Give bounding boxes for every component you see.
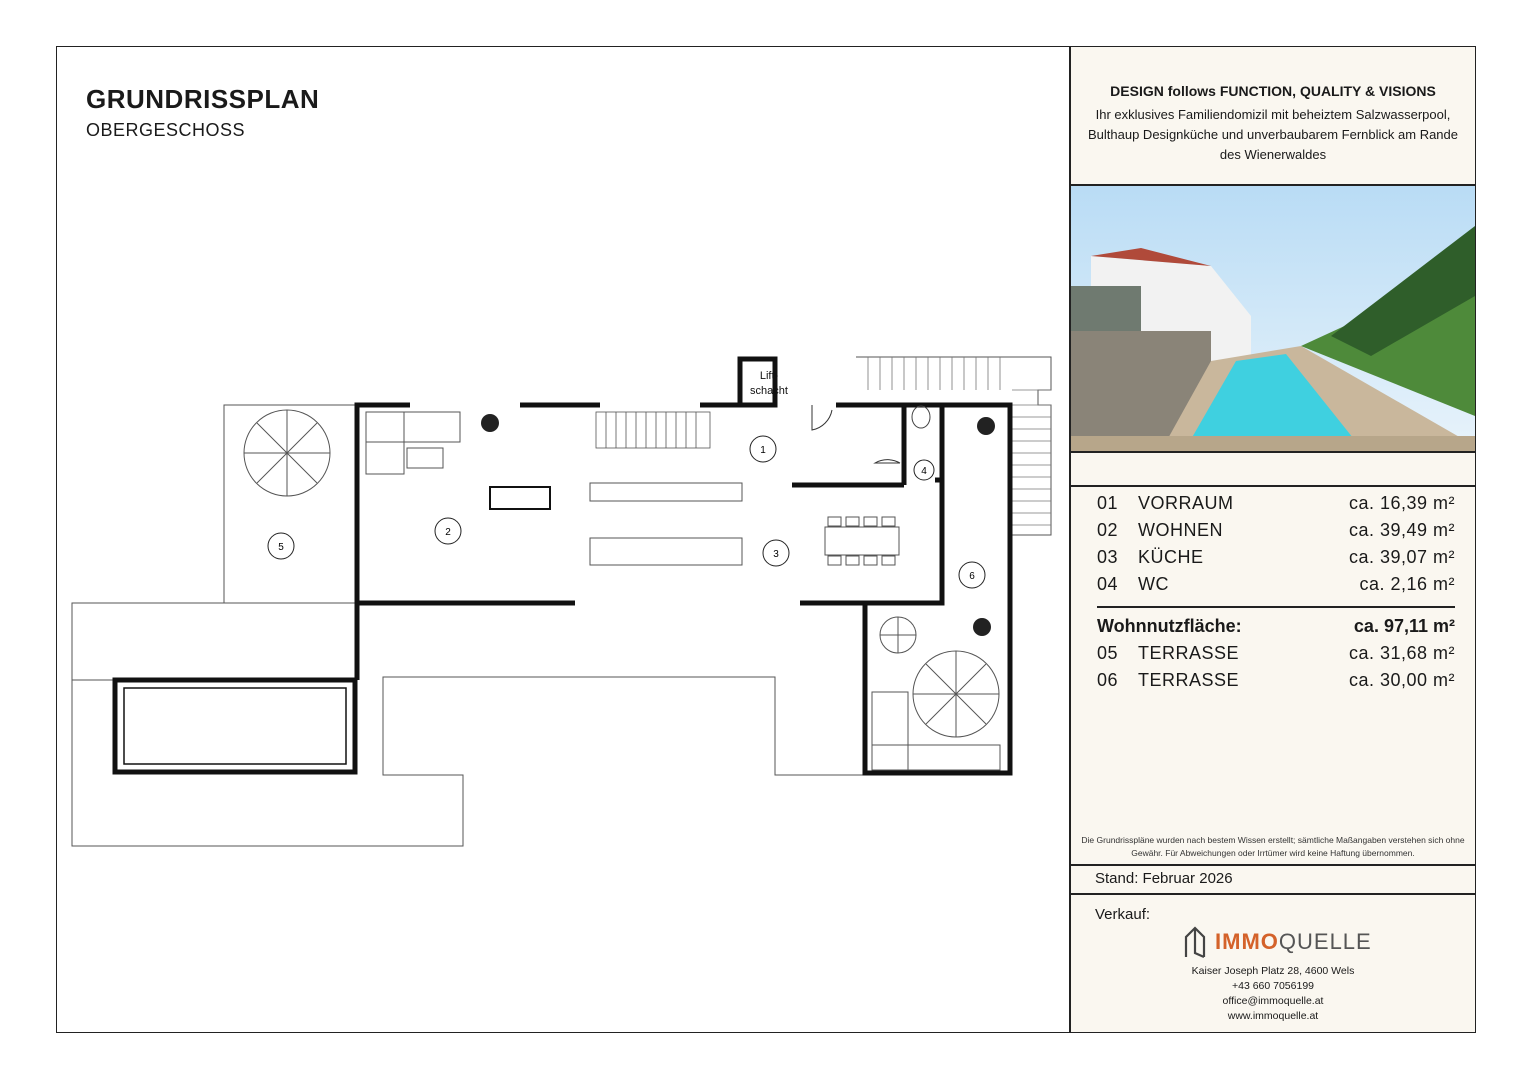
phone: +43 660 7056199: [1231, 980, 1315, 992]
room-number-5: 5: [278, 542, 284, 553]
website-link[interactable]: www.immoquelle.at: [1227, 1010, 1319, 1022]
terrace-row: 06 TERRASSE ca. 30,00 m²: [1097, 670, 1455, 690]
page-title: GRUNDRISSPLAN: [86, 84, 320, 114]
verkauf-label: Verkauf:: [1095, 906, 1151, 923]
info-panel: [1071, 47, 1475, 1032]
disclaimer: Die Grundrisspläne wurden nach bestem Wissen erstellt; sämtliche Maßangaben verstehen sich ohne Gewähr. Für Abweichungen oder Irrtümer wird keine Haftung übernommen.: [1081, 835, 1465, 858]
terrace-row: 05 TERRASSE ca. 31,68 m²: [1097, 643, 1455, 663]
immoquelle-logo: IMMOQUELLE: [1183, 925, 1373, 959]
floor-plan: [60, 350, 1060, 850]
page-subtitle: OBERGESCHOSS: [86, 120, 246, 140]
room-number-4: 4: [921, 466, 927, 477]
total-living-area: Wohnnutzfläche: ca. 97,11 m²: [1097, 616, 1455, 636]
lift-label-1: Lift-: [759, 370, 779, 382]
area-row: 02 WOHNEN ca. 39,49 m²: [1097, 520, 1455, 540]
room-number-2: 2: [445, 527, 451, 538]
address: Kaiser Joseph Platz 28, 4600 Wels: [1191, 965, 1355, 977]
contact-info: [1071, 964, 1475, 1024]
lift-label-2: schacht: [750, 385, 788, 397]
room-number-6: 6: [969, 571, 975, 582]
area-row: 04 WC ca. 2,16 m²: [1097, 574, 1455, 594]
tagline: DESIGN follows FUNCTION, QUALITY & VISIONS: [1110, 83, 1436, 99]
room-number-1: 1: [760, 445, 766, 456]
property-photo: [1071, 186, 1475, 451]
house-logo-icon: [1183, 925, 1207, 959]
area-row: 03 KÜCHE ca. 39,07 m²: [1097, 547, 1455, 567]
divider: [1071, 864, 1475, 866]
area-row: 01 VORRAUM ca. 16,39 m²: [1097, 493, 1455, 513]
room-number-3: 3: [773, 549, 779, 560]
stand-date: Stand: Februar 2026: [1095, 870, 1233, 887]
divider: [1071, 451, 1475, 453]
email-link[interactable]: office@immoquelle.at: [1222, 995, 1324, 1007]
property-description: Ihr exklusives Familiendomizil mit beheiztem Salzwasserpool, Bulthaup Designküche und unverbaubarem Fernblick am Rande des Wienerwaldes: [1088, 107, 1458, 162]
divider: [1071, 485, 1475, 487]
divider: [1071, 893, 1475, 895]
sum-divider: [1097, 606, 1455, 608]
